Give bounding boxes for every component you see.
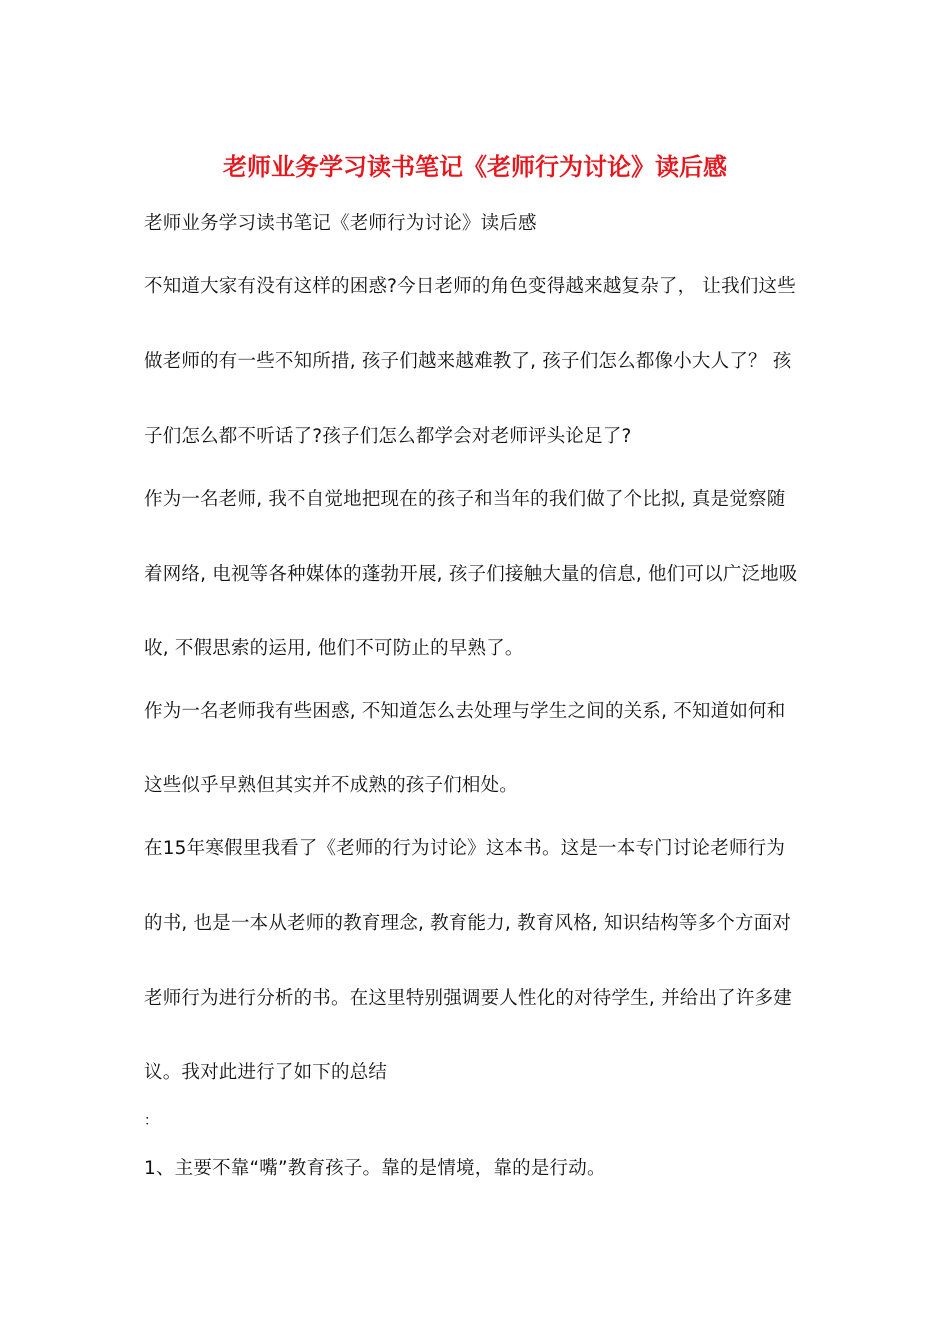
paragraph-line: 这些似乎早熟但其实并不成熟的孩子们相处。 <box>144 775 519 796</box>
paragraph-line: 子们怎么都不听话了?孩子们怎么都学会对老师评头论足了? <box>144 426 632 447</box>
paragraph-line: 议。我对此进行了如下的总结 <box>144 1062 388 1083</box>
subtitle-line: 老师业务学习读书笔记《老师行为讨论》读后感 <box>144 213 537 234</box>
paragraph-line: 收, 不假思索的运用, 他们不可防止的早熟了。 <box>144 638 524 659</box>
document-title: 老师业务学习读书笔记《老师行为讨论》读后感 <box>223 152 727 181</box>
paragraph-line: 作为一名老师, 我不自觉地把现在的孩子和当年的我们做了个比拟, 真是觉察随 <box>144 489 786 510</box>
paragraph-line: 不知道大家有没有这样的困惑?今日老师的角色变得越来越复杂了， 让我们这些 <box>144 276 796 297</box>
paragraph-line: 着网络, 电视等各种媒体的蓬勃开展, 孩子们接触大量的信息, 他们可以广泛地吸 <box>144 564 798 585</box>
list-item: 1、主要不靠“嘴”教育孩子。靠的是情境，靠的是行动。 <box>144 1158 606 1179</box>
paragraph-line: 老师行为进行分析的书。在这里特别强调要人性化的对待学生, 并给出了许多建 <box>144 988 792 1009</box>
paragraph-line: 在15年寒假里我看了《老师的行为讨论》这本书。这是一本专门讨论老师行为 <box>144 838 786 859</box>
paragraph-line: 做老师的有一些不知所措, 孩子们越来越难教了, 孩子们怎么都像小大人了？ 孩 <box>144 351 792 372</box>
paragraph-line: 的书, 也是一本从老师的教育理念, 教育能力, 教育风格, 知识结构等多个方面对 <box>144 913 792 934</box>
paragraph-line: ： <box>144 1113 159 1129</box>
paragraph-line: 作为一名老师我有些困惑, 不知道怎么去处理与学生之间的关系, 不知道如何和 <box>144 701 786 722</box>
